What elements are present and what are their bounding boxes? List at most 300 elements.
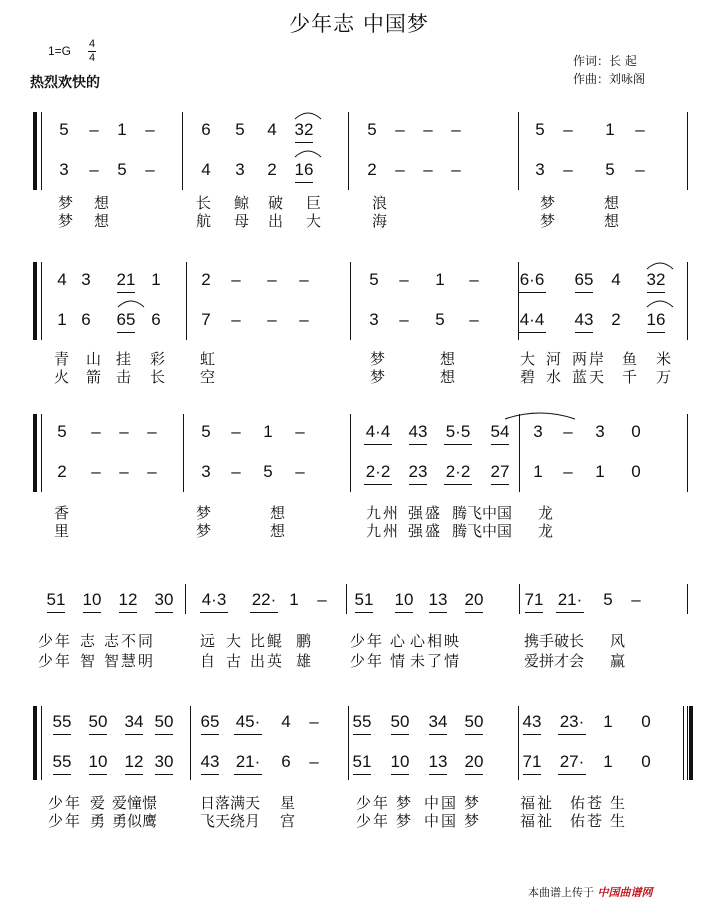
lyric-syllable: 千 [622,368,640,386]
lyric-syllable: 香 [54,504,72,522]
lyric-syllable: 山 [86,350,104,368]
note: 54 [490,422,510,441]
note: 6·6 [519,270,545,289]
underline [491,484,509,485]
note: 1 [263,422,273,441]
lyric-syllable: 九州 [366,504,401,522]
note: 43 [200,752,220,771]
lyric-syllable: 虹 [200,350,218,368]
note: 2 [201,270,211,289]
underline [465,734,483,735]
lyric-syllable: 大 [226,632,244,650]
lyric-syllable: 少年 [48,794,83,812]
note: 71 [522,752,542,771]
note: 6 [281,752,291,771]
underline [155,612,173,613]
lower-voice-row [0,462,718,486]
lyric-syllable: 腾飞中国 [452,504,513,522]
song-title: 少年志 中国梦 [289,12,429,36]
lyric-syllable: 智 [80,652,98,670]
note: 45· [235,712,261,731]
note: 3 [81,270,91,289]
note: 50 [390,712,410,731]
lyric-syllable: 梦 [396,794,414,812]
lyric-syllable: 未了 [410,652,445,670]
note: 22· [251,590,277,609]
note: – [295,462,305,481]
note: 1 [435,270,445,289]
lyric-syllable: 水 [546,368,564,386]
note: 6 [81,310,91,329]
note: 21 [116,270,136,289]
note: 65 [116,310,136,329]
underline [409,444,427,445]
note: 3 [201,462,211,481]
lyric-syllable: 明 [138,652,156,670]
underline [465,612,483,613]
lyric-syllable: 雄 [296,652,314,670]
note: 5 [369,270,379,289]
underline [200,612,228,613]
note: 3 [535,160,545,179]
lower-voice-row [0,160,718,184]
upper-voice-row [0,422,718,446]
note: – [423,160,433,179]
lyric-syllable: 古 [226,652,244,670]
lyric-syllable: 里 [54,522,72,540]
lyric-syllable: 青 [54,350,72,368]
note: 5 [535,120,545,139]
note: 2 [267,160,277,179]
lyric-syllable: 火 [54,368,72,386]
underline [391,774,409,775]
lyric-syllable: 生 [610,812,628,830]
lyric-syllable: 勇 [90,812,108,830]
footer-prefix: 本曲谱上传于 [528,886,594,899]
underline [155,774,173,775]
note: 55 [52,712,72,731]
underline [364,444,392,445]
lyric-syllable: 箭 [86,368,104,386]
footer-site-logo: 中国曲谱网 [597,886,653,899]
note: 12 [118,590,138,609]
lyric-syllable: 海 [372,212,390,230]
note: 10 [390,752,410,771]
note: 5 [235,120,245,139]
note: 2 [367,160,377,179]
lyric-syllable: 梦 [464,812,482,830]
underline [47,612,65,613]
lyric-syllable: 勇似鹰 [112,812,158,830]
note: 55 [52,752,72,771]
time-signature [88,38,96,65]
lyric-syllable: 梦 [464,794,482,812]
underline [201,734,219,735]
note: 16 [646,310,666,329]
note: – [267,310,277,329]
underline [556,612,584,613]
underline [117,332,135,333]
note: 21· [235,752,261,771]
note: 32 [294,120,314,139]
lyric-syllable: 志不 [104,632,139,650]
underline [523,774,541,775]
note: 3 [59,160,69,179]
note: – [299,270,309,289]
lyric-syllable: 爱憧憬 [112,794,158,812]
lyric-syllable: 智慧 [104,652,139,670]
lyric-syllable: 佑苍 [570,794,605,812]
lyric-syllable: 米 [656,350,674,368]
underline [429,774,447,775]
underline [444,484,472,485]
note: 13 [428,590,448,609]
note: 1 [595,462,605,481]
note: – [299,310,309,329]
lyric-syllable: 情 [390,652,408,670]
note: – [309,712,319,731]
lyric-syllable: 出 [268,212,286,230]
note: 4 [267,120,277,139]
underline [429,612,447,613]
note: – [469,310,479,329]
note: 2·2 [445,462,471,481]
lyric-syllable: 飞天绕月 [200,812,261,830]
note: 5 [435,310,445,329]
note: – [635,120,645,139]
note: 10 [82,590,102,609]
note: 71 [524,590,544,609]
lyric-syllable: 强盛 [408,522,443,540]
lyric-syllable: 母 [234,212,252,230]
note: 4·4 [365,422,391,441]
lyric-syllable: 挂 [116,350,134,368]
underline [234,774,262,775]
key-signature: 1=G [48,44,72,58]
lyric-syllable: 梦 [370,350,388,368]
note: 3 [369,310,379,329]
note: 50 [154,712,174,731]
note: 0 [631,422,641,441]
note: – [231,422,241,441]
lyric-syllable: 鹏 [296,632,314,650]
note: 7 [201,310,211,329]
lyric-syllable: 少年 [356,794,391,812]
note: – [451,160,461,179]
underline [53,774,71,775]
note: – [147,422,157,441]
lyric-syllable: 鱼 [622,350,640,368]
note: 5 [117,160,127,179]
note: 1 [151,270,161,289]
lyric-syllable: 想 [604,194,622,212]
underline [125,774,143,775]
note: – [399,270,409,289]
lyric-syllable: 梦 [540,212,558,230]
lyric-syllable: 鲸 [234,194,252,212]
slur-mark [295,110,321,120]
underline [83,612,101,613]
lyric-syllable: 两岸 [572,350,607,368]
lyric-syllable: 星 [280,794,298,812]
note: 12 [124,752,144,771]
note: 27· [559,752,585,771]
note: – [317,590,327,609]
lyric-syllable: 蓝天 [572,368,607,386]
lyric-syllable: 想 [440,350,458,368]
lyric-syllable: 大 [306,212,324,230]
note: – [91,462,101,481]
lyric-syllable: 远 [200,632,218,650]
lyric-syllable: 自 [200,652,218,670]
note: 5 [367,120,377,139]
note: 0 [641,712,651,731]
note: – [423,120,433,139]
lyric-syllable: 龙 [538,504,556,522]
note: 23· [559,712,585,731]
underline [647,332,665,333]
note: 2·2 [365,462,391,481]
lyric-syllable: 长 [150,368,168,386]
lyric-syllable: 佑苍 [570,812,605,830]
lyric-syllable: 宫 [280,812,298,830]
lower-voice-row [0,752,718,776]
note: – [563,422,573,441]
lyric-syllable: 梦 [396,812,414,830]
lyric-syllable: 心 [390,632,408,650]
note: 21· [557,590,583,609]
note: – [231,310,241,329]
lyric-syllable: 爱 [90,794,108,812]
lyric-syllable: 志 [80,632,98,650]
note: 10 [88,752,108,771]
underline [295,142,313,143]
note: 5 [263,462,273,481]
underline [89,774,107,775]
lyric-syllable: 想 [604,212,622,230]
note: 6 [201,120,211,139]
note: – [89,160,99,179]
note: 1 [533,462,543,481]
lyric-syllable: 赢 [610,652,628,670]
underline [395,612,413,613]
lyric-syllable: 碧 [520,368,538,386]
lyric-syllable: 梦 [58,212,76,230]
underline [125,734,143,735]
underline [491,444,509,445]
underline [575,332,593,333]
note: – [89,120,99,139]
underline [525,612,543,613]
note: – [469,270,479,289]
note: – [635,160,645,179]
underline [523,734,541,735]
note: 1 [117,120,127,139]
note: – [91,422,101,441]
underline [558,774,586,775]
note: – [395,120,405,139]
lyric-syllable: 九州 [366,522,401,540]
note: 65 [200,712,220,731]
underline [409,484,427,485]
slur-mark [505,410,575,420]
lyric-syllable: 出英 [250,652,285,670]
underline [353,774,371,775]
lyric-syllable: 浪 [372,194,390,212]
underline [234,734,262,735]
lyric-syllable: 想 [270,522,288,540]
note: 2 [611,310,621,329]
lyric-syllable: 航 [196,212,214,230]
note: 1 [57,310,67,329]
note: 30 [154,752,174,771]
note: – [119,462,129,481]
lyric-syllable: 强盛 [408,504,443,522]
underline [89,734,107,735]
note: – [119,422,129,441]
lyric-syllable: 风 [610,632,628,650]
note: 5 [59,120,69,139]
meter-top: 4 [88,38,96,50]
note: 27 [490,462,510,481]
underline [353,734,371,735]
note: 43 [522,712,542,731]
lyric-syllable: 心相 [410,632,445,650]
lyric-syllable: 彩 [150,350,168,368]
slur-mark [647,298,673,308]
note: 65 [574,270,594,289]
note: 4·3 [201,590,227,609]
lyric-syllable: 少年 [356,812,391,830]
underline [465,774,483,775]
note: 2 [57,462,67,481]
lyric-syllable: 福祉 [520,794,555,812]
note: 10 [394,590,414,609]
underline [444,444,472,445]
lyric-syllable: 梦 [370,368,388,386]
note: 5 [201,422,211,441]
lyric-syllable: 少年 [350,632,385,650]
composer-credit: 作曲：刘咏阁 [573,72,646,86]
lyric-syllable: 日落满天 [200,794,261,812]
underline [119,612,137,613]
note: 55 [352,712,372,731]
note: 5·5 [445,422,471,441]
note: – [231,270,241,289]
slur-mark [295,148,321,158]
underline [250,612,278,613]
note: 1 [603,712,613,731]
lyric-syllable: 中国 [424,812,459,830]
lyric-syllable: 河 [546,350,564,368]
underline [429,734,447,735]
underline [355,612,373,613]
lyric-syllable: 长 [196,194,214,212]
lyric-syllable: 携手破长 [524,632,585,650]
slur-mark [118,298,144,308]
lyric-syllable: 龙 [538,522,556,540]
note: – [395,160,405,179]
note: 0 [641,752,651,771]
lyric-syllable: 梦 [58,194,76,212]
lyric-syllable: 比鲲 [250,632,285,650]
lyric-syllable: 少年 [38,632,73,650]
underline [518,332,546,333]
lyric-syllable: 同 [138,632,156,650]
lyric-syllable: 梦 [540,194,558,212]
lyric-syllable: 梦 [196,504,214,522]
note: 4 [611,270,621,289]
lyric-syllable: 大 [520,350,538,368]
footer-credit [528,884,653,900]
note: 4 [57,270,67,289]
lyric-syllable: 映 [444,632,462,650]
note: 30 [154,590,174,609]
note: 43 [574,310,594,329]
underline [295,182,313,183]
note: – [399,310,409,329]
underline [117,292,135,293]
upper-voice-row [0,120,718,144]
note: – [147,462,157,481]
lower-voice-row [0,310,718,334]
upper-voice-row [0,590,718,614]
slur-mark [647,260,673,270]
underline [647,292,665,293]
note: 3 [595,422,605,441]
note: 32 [646,270,666,289]
note: 4 [281,712,291,731]
underline [155,734,173,735]
lyric-syllable: 想 [94,212,112,230]
note: – [563,120,573,139]
lyric-syllable: 生 [610,794,628,812]
note: 3 [235,160,245,179]
note: – [563,160,573,179]
underline [518,292,546,293]
note: 4 [201,160,211,179]
note: 3 [533,422,543,441]
lyric-syllable: 少年 [48,812,83,830]
lyric-syllable: 想 [440,368,458,386]
note: 20 [464,752,484,771]
note: 13 [428,752,448,771]
note: 1 [289,590,299,609]
underline [575,292,593,293]
note: 16 [294,160,314,179]
note: – [295,422,305,441]
note: – [309,752,319,771]
lyric-syllable: 情 [444,652,462,670]
note: 1 [603,752,613,771]
note: 5 [605,160,615,179]
underline [391,734,409,735]
lyric-syllable: 空 [200,368,218,386]
lyric-syllable: 腾飞中国 [452,522,513,540]
upper-voice-row [0,712,718,736]
note: 34 [124,712,144,731]
meter-bottom: 4 [88,52,96,64]
note: – [451,120,461,139]
note: – [563,462,573,481]
lyric-syllable: 巨 [306,194,324,212]
note: 0 [631,462,641,481]
lyric-syllable: 万 [656,368,674,386]
lyric-syllable: 中国 [424,794,459,812]
note: 4·4 [519,310,545,329]
lyric-syllable: 爱拼才会 [524,652,585,670]
underline [201,774,219,775]
